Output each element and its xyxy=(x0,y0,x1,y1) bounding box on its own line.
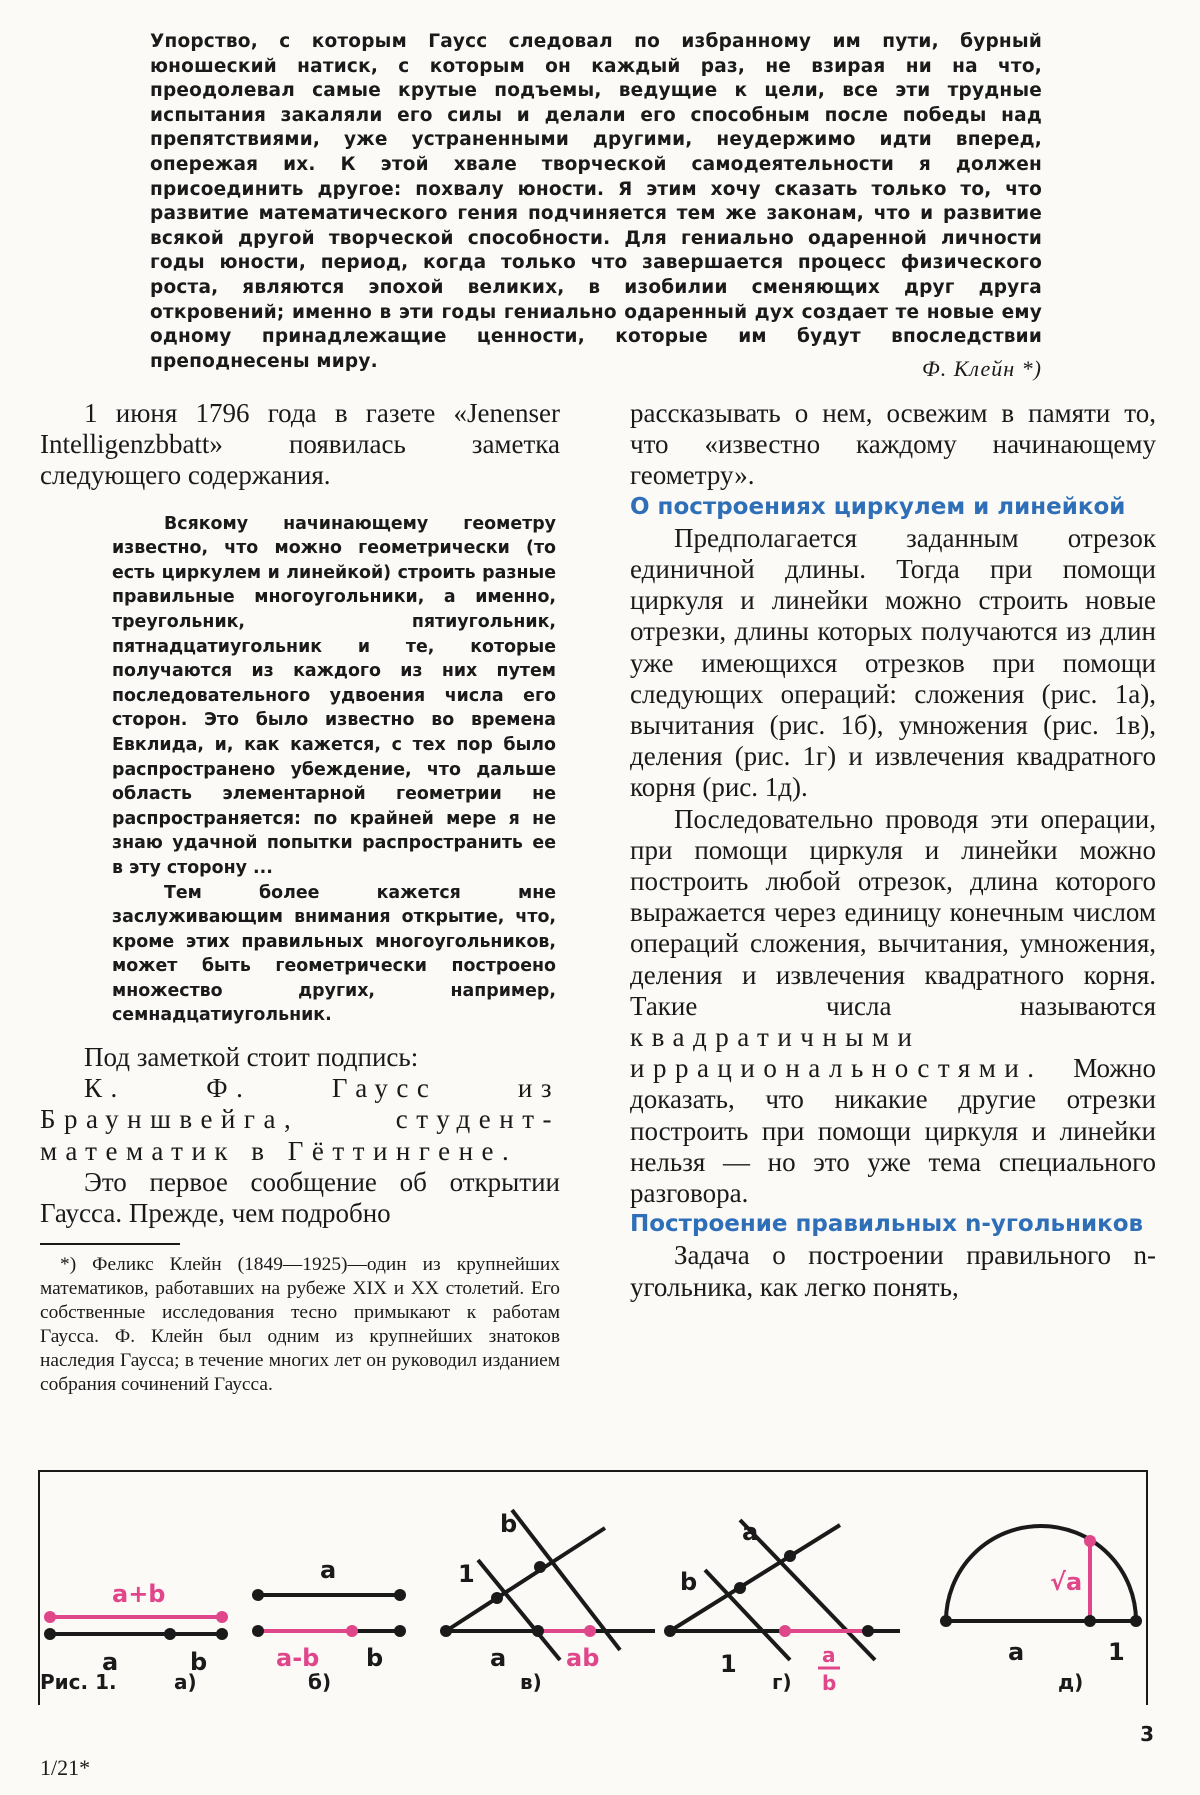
fig-d-quot-num: a xyxy=(822,1643,836,1667)
fig-a-dot-3 xyxy=(216,1628,228,1640)
panel-label-a: а) xyxy=(174,1670,197,1694)
fig-c-b-label: b xyxy=(500,1510,518,1538)
heading-polygons: Построение правильных n-угольников xyxy=(630,1211,1144,1238)
fig-a-a-label: a xyxy=(102,1648,119,1676)
fig-c-prod-label: ab xyxy=(566,1644,600,1672)
continuation-paragraph: рассказывать о нем, освежим в памяти то, что «известно каждому начинающему геометру». xyxy=(630,398,1156,491)
panel-label-b: б) xyxy=(308,1670,332,1694)
fig-e-dot-1 xyxy=(940,1615,952,1627)
signature-mark: 1/21* xyxy=(40,1755,91,1780)
fig-e-one-label: 1 xyxy=(1108,1638,1125,1666)
fig-d-dot-1 xyxy=(664,1625,676,1637)
fig-b-a-label: a xyxy=(320,1556,337,1584)
fig-d-one-label: 1 xyxy=(720,1650,737,1678)
fig-c-dot-1 xyxy=(440,1625,452,1637)
fig-d-a-label: a xyxy=(742,1518,759,1546)
quadratic-term: квадратичными иррациональностями xyxy=(630,1022,1028,1084)
fig-a-sum-label: a+b xyxy=(112,1580,166,1608)
fig-e-root-label: √a xyxy=(1050,1568,1083,1596)
fig-d-dot-3 xyxy=(784,1550,796,1562)
quadratic-text-a: Последовательно проводя эти операции, при помощи циркуля и линейки можно построить любой отрезок, длина которого выражается через единицу конечным числом операций сложения, вычитания, умножения, деления и извлечения квадратного корня. Такие числа называются xyxy=(630,803,1156,1021)
after-paragraph: Это первое сообщение об открытии Гаусса. Прежде, чем подробно xyxy=(40,1166,560,1229)
fig-c-one-label: 1 xyxy=(458,1560,475,1588)
heading-constructions: О построениях циркулем и линейкой xyxy=(630,493,1126,520)
fig-e-arc xyxy=(946,1526,1136,1621)
page-number: 3 xyxy=(1140,1722,1154,1746)
fig-e-pink-dot xyxy=(1084,1535,1096,1547)
quadratic-text-b: . Можно доказать, что никакие другие отрезки построить при помощи циркуля и линейки нельзя — но это уже тема специального разговора. xyxy=(630,1053,1156,1209)
fig-a-pink-dot-2 xyxy=(216,1611,228,1623)
fig-c-pink-dot xyxy=(584,1625,596,1637)
fig-b-diff-label: a-b xyxy=(276,1644,320,1672)
epigraph-author: Ф. Клейн *) xyxy=(922,356,1042,381)
fig-d-pink-dot xyxy=(779,1625,791,1637)
fig-a-pink-dot-1 xyxy=(44,1611,56,1623)
fig-d-dot-4 xyxy=(862,1625,874,1637)
fig-a-dot-2 xyxy=(164,1628,176,1640)
fig-e-a-label: a xyxy=(1008,1638,1025,1666)
fig-a-b-label: b xyxy=(190,1648,208,1676)
fig-b-dot-4 xyxy=(394,1625,406,1637)
signature-text: К. Ф. Гаусс из Брауншвейга, студент-математик в Гёттингене. xyxy=(40,1073,560,1166)
fig-c-dot-4 xyxy=(532,1625,544,1637)
intro-paragraph: 1 июня 1796 года в газете «Jenenser Intelligenzbbatt» появилась заметка следующего содержания. xyxy=(40,398,560,491)
epigraph: Упорство, с которым Гаусс следовал по избранному им пути, бурный юношеский натиск, с которым он каждый раз, не взирая ни на что, преодолевал самые крутые подъемы, ведущие к цели, все эти трудные испытания закаляли его силы и делали его способным после победы над препятствиями, уже устраненными другими, неудержимо идти вперед, опережая их. К этой хвале творческой самодеятельности я должен присоединить другое: похвалу юности. Я этим хочу сказать только то, что развитие математического гения подчиняется тем же законам, что и развитие всякой другой творческой способности. Для гениально одаренной личности годы юности, период, когда только что завершается процесс физического роста, являются эпохой великих, в изобилии сменяющих друг друга откровений; именно в эти годы гениально одаренный дух создает те новые ему одному принадлежащие ценности, которые им будут впоследствии преподнесены миру. xyxy=(150,31,1042,372)
fig-d-par2 xyxy=(740,1520,875,1660)
notice-paragraph-1: Всякому начинающему геометру известно, что можно геометрически (то есть циркулем и линейкой) строить разные правильные многоугольники, а именно, треугольник, пятиугольник, пятнадцатиугольник и те, которые получаются из каждого из них путем последовательного удвоения числа его сторон. Это было известно во времена Евклида, и, как кажется, с тех пор было распространено убеждение, что дальше область элементарной геометрии не распространяется: по крайней мере я не знаю удачной попытки распространить ее в эту сторону ... xyxy=(112,513,556,878)
fig-c-dot-3 xyxy=(534,1561,546,1573)
fig-b-b-label: b xyxy=(366,1644,384,1672)
fig-a-dot-1 xyxy=(44,1628,56,1640)
fig-d-dot-2 xyxy=(734,1582,746,1594)
figure-caption: Рис. 1. xyxy=(40,1670,117,1694)
footnote-text: *) Феликс Клейн (1849—1925)—один из крупнейших математиков, работавших на рубеже XIX и XX столетий. Его собственные исследования тесно примыкают к работам Гаусса. Ф. Клейн был одним из крупнейших знатоков наследия Гаусса; в течение многих лет он руководил изданием собрания сочинений Гаусса. xyxy=(40,1254,560,1396)
fig-d-b-label: b xyxy=(680,1568,698,1596)
notice-paragraph-2: Тем более кажется мне заслуживающим внимания открытие, что, кроме этих правильных многоугольников, может быть геометрически построено множество других, например, семнадцатиугольник. xyxy=(112,882,556,1026)
paragraph-operations: Предполагается заданным отрезок единичной длины. Тогда при помощи циркуля и линейки можно строить новые отрезки, длины которых получаются из длин уже имеющихся отрезков при помощи следующих операций: сложения (рис. 1а), вычитания (рис. 1б), умножения (рис. 1в), деления (рис. 1г) и извлечения квадратного корня (рис. 1д). xyxy=(630,522,1156,803)
fig-c-dot-2 xyxy=(491,1592,503,1604)
fig-e-dot-2 xyxy=(1084,1615,1096,1627)
fig-b-dot-2 xyxy=(394,1589,406,1601)
panel-label-c: в) xyxy=(520,1670,542,1694)
fig-e-dot-3 xyxy=(1130,1615,1142,1627)
signature-intro: Под заметкой стоит подпись: xyxy=(84,1042,419,1073)
fig-d-quot-den: b xyxy=(822,1671,837,1695)
fig-c-a-label: a xyxy=(490,1644,507,1672)
fig-b-pink-dot xyxy=(346,1625,358,1637)
panel-label-d: г) xyxy=(772,1670,792,1694)
fig-b-dot-1 xyxy=(252,1589,264,1601)
fig-b-dot-3 xyxy=(252,1625,264,1637)
paragraph-polygons: Задача о построении правильного n-угольника, как легко понять, xyxy=(630,1240,1156,1302)
panel-label-e: д) xyxy=(1058,1670,1084,1694)
